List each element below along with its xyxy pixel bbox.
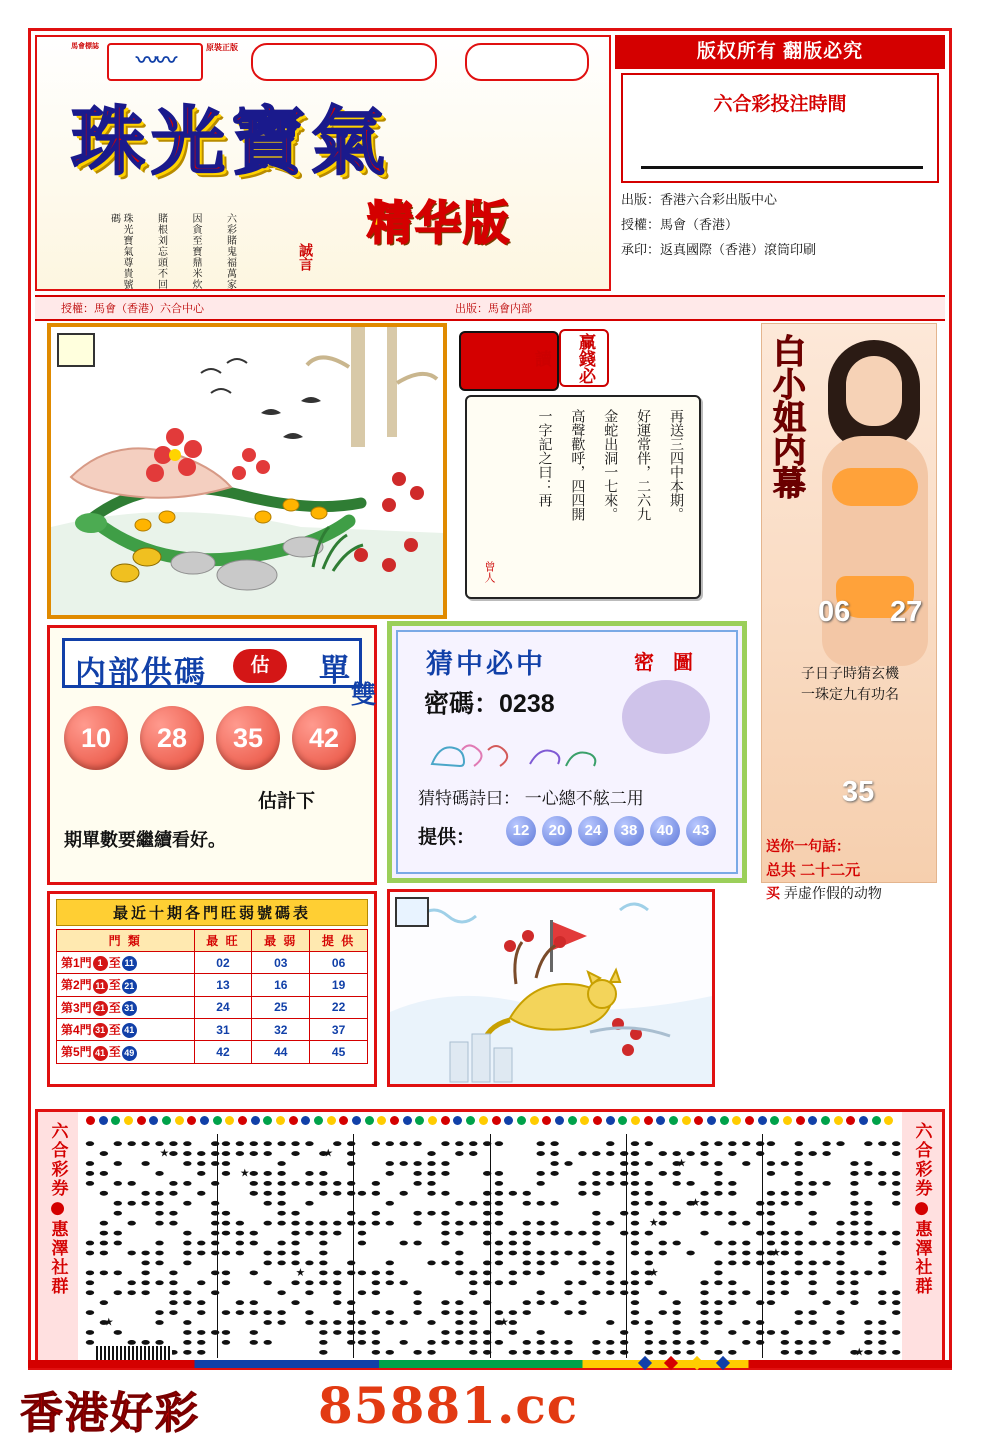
matrix-grid [82, 1116, 898, 1358]
matrix-color-dot [99, 1116, 108, 1125]
bet-time-title: 六合彩投注時間 [713, 94, 847, 115]
table-cell-hot: 31 [194, 1018, 252, 1040]
matrix-color-dot [682, 1116, 691, 1125]
poster-header [31, 31, 949, 315]
matrix-color-dot [745, 1116, 754, 1125]
svg-text:★: ★ [648, 1217, 659, 1230]
table-cell-provide: 22 [310, 996, 368, 1018]
range-start-ball: 21 [93, 1001, 108, 1016]
secret-picture-label: 密 圖 [634, 650, 699, 674]
snake-illustration-panel [47, 323, 447, 619]
poem-col-4: 好運常伴，二六九 [635, 409, 652, 521]
matrix-color-dot [175, 1116, 184, 1125]
table-row [57, 952, 368, 974]
poem-col-3: 金蛇出洞一七來。 [602, 409, 619, 521]
matrix-color-dot [796, 1116, 805, 1125]
secret-code-title: 猜中必中 [426, 649, 546, 680]
credit-line-1: 出版：香港六合彩出版中心 [621, 192, 778, 207]
poster-title-text: 珠光寶氣 [71, 99, 391, 185]
table-cell-cold: 32 [252, 1018, 310, 1040]
table-header-row [57, 930, 368, 952]
hot-cold-table-panel [47, 891, 377, 1087]
poster-subtitle: 精华版 [367, 196, 511, 250]
estimate-next-label: 估計下 [258, 791, 316, 812]
matrix-color-dot [694, 1116, 703, 1125]
even-label: 雙 [351, 680, 377, 709]
matrix-right-label-strip [902, 1112, 942, 1362]
matrix-columns [82, 1134, 898, 1358]
matrix-color-dot [149, 1116, 158, 1125]
svg-text:★: ★ [854, 1346, 865, 1359]
cat-illustration-panel [387, 889, 715, 1087]
table-cell-hot: 24 [194, 996, 252, 1018]
header-left-block [35, 35, 611, 291]
matrix-color-dot [618, 1116, 627, 1125]
matrix-color-dot [542, 1116, 551, 1125]
lady-bikini-top [832, 468, 918, 506]
poster-frame [28, 28, 952, 1370]
internal-ball: 28 [140, 706, 204, 770]
poem-scroll [465, 395, 701, 599]
table-cell-provide: 19 [310, 974, 368, 996]
table-row [57, 974, 368, 996]
matrix-color-dot [732, 1116, 741, 1125]
matrix-dot-group [82, 1134, 217, 1358]
table-cell-men [57, 996, 195, 1018]
table-header-cell: 門 類 [57, 930, 195, 952]
range-end-ball: 11 [122, 956, 137, 971]
poem-col-1: 一字記之曰：再 [536, 409, 553, 507]
matrix-column [218, 1134, 354, 1358]
matrix-color-dot [593, 1116, 602, 1125]
range-to-label: 至 [108, 1000, 121, 1015]
dot-matrix-panel [35, 1109, 945, 1365]
matrix-color-dot [263, 1116, 272, 1125]
matrix-color-dot [403, 1116, 412, 1125]
provide-number: 43 [686, 816, 716, 846]
matrix-color-dot [225, 1116, 234, 1125]
diamond-divider [640, 1356, 760, 1370]
secret-code-number: 0238 [499, 690, 555, 718]
lady-panel [761, 323, 937, 901]
header-right-block [615, 35, 945, 291]
matrix-color-dot [251, 1116, 260, 1125]
table-header-cell: 最 旺 [194, 930, 252, 952]
lady-verse [766, 664, 934, 706]
authorization-strip [35, 295, 945, 321]
svg-text:★: ★ [690, 1197, 701, 1210]
vertical-slogan-3: 因貪至寶鼎米炊 [190, 213, 201, 290]
matrix-color-dot [631, 1116, 640, 1125]
provide-number: 38 [614, 816, 644, 846]
matrix-color-dot [884, 1116, 893, 1125]
matrix-color-dot [289, 1116, 298, 1125]
matrix-dot-group [354, 1134, 489, 1358]
bet-time-divider [641, 166, 923, 169]
matrix-color-dot [137, 1116, 146, 1125]
matrix-color-dot [111, 1116, 120, 1125]
table-cell-cold: 25 [252, 996, 310, 1018]
matrix-color-dot [821, 1116, 830, 1125]
internal-ball: 35 [216, 706, 280, 770]
matrix-color-dot [555, 1116, 564, 1125]
matrix-dot-group [491, 1134, 626, 1358]
internal-ball: 42 [292, 706, 356, 770]
table-row [57, 1041, 368, 1063]
vertical-slogan-4: 六彩賭鬼福萬家 [224, 213, 236, 290]
svg-text:★: ★ [676, 1157, 687, 1170]
matrix-color-dot [606, 1116, 615, 1125]
poem-seal: 曾人 [483, 561, 495, 583]
footer-brand: 香港好彩 [20, 1389, 200, 1439]
men-label: 第2門 [61, 978, 92, 993]
rainbow-divider [28, 1360, 952, 1368]
provide-label: 提供： [418, 827, 476, 848]
footer-site: 85881.cc [318, 1376, 579, 1435]
matrix-color-dot [314, 1116, 323, 1125]
poem-columns [535, 409, 685, 521]
internal-note: 期單數要繼續看好。 [64, 830, 226, 850]
publisher-credits [621, 187, 941, 262]
matrix-color-dot [365, 1116, 374, 1125]
table-cell-men [57, 1018, 195, 1040]
table-title: 最近十期各門旺弱號碼表 [56, 899, 368, 926]
zodiac-animals-icons [422, 728, 612, 774]
internal-ball-row [64, 706, 364, 770]
jockey-club-badge: 馬會標誌 [71, 43, 99, 50]
matrix-column [491, 1134, 627, 1358]
range-end-ball: 49 [122, 1046, 137, 1061]
matrix-color-dot [707, 1116, 716, 1125]
page-footer [0, 1376, 984, 1439]
table-row [57, 1018, 368, 1040]
matrix-color-dot [213, 1116, 222, 1125]
odd-label: 單 [319, 653, 350, 689]
matrix-color-dot [453, 1116, 462, 1125]
secret-code-label: 密碼： [424, 690, 500, 718]
table-cell-men [57, 974, 195, 996]
matrix-color-dot [808, 1116, 817, 1125]
matrix-color-dot [466, 1116, 475, 1125]
matrix-color-dot [377, 1116, 386, 1125]
range-to-label: 至 [108, 978, 121, 993]
table-cell-cold: 03 [252, 952, 310, 974]
matrix-color-dot [834, 1116, 843, 1125]
provide-number: 24 [578, 816, 608, 846]
matrix-color-dot [327, 1116, 336, 1125]
poster-body [35, 319, 945, 1101]
lucky-number-b: 27 [890, 596, 923, 628]
matrix-color-dot-row [82, 1116, 898, 1130]
table-cell-provide: 45 [310, 1041, 368, 1063]
lady-verse-line-2: 一珠定九有功名 [801, 687, 899, 703]
matrix-dot-group [763, 1134, 898, 1358]
internal-ball: 10 [64, 706, 128, 770]
table-cell-provide: 06 [310, 952, 368, 974]
hot-cold-table [56, 929, 368, 1064]
table-cell-cold: 16 [252, 974, 310, 996]
internal-numbers-header [62, 638, 377, 709]
secret-poem-text: 一心總不舷二用 [524, 789, 644, 808]
matrix-color-dot [415, 1116, 424, 1125]
provide-number: 40 [650, 816, 680, 846]
matrix-color-dot [86, 1116, 95, 1125]
provide-number: 12 [506, 816, 536, 846]
matrix-color-dot [859, 1116, 868, 1125]
table-cell-men [57, 1041, 195, 1063]
table-cell-hot: 42 [194, 1041, 252, 1063]
matrix-color-dot [479, 1116, 488, 1125]
matrix-color-dot [339, 1116, 348, 1125]
matrix-color-dot [301, 1116, 310, 1125]
table-header-cell: 最 弱 [252, 930, 310, 952]
men-label: 第3門 [61, 1000, 92, 1015]
range-start-ball: 41 [93, 1046, 108, 1061]
svg-text:★: ★ [295, 1266, 306, 1279]
matrix-column [82, 1134, 218, 1358]
matrix-color-dot [124, 1116, 133, 1125]
range-end-ball: 31 [122, 1001, 137, 1016]
credit-line-2: 授權：馬會（香港） [621, 217, 739, 232]
header-blank-field-2 [465, 43, 589, 81]
matrix-column [763, 1134, 898, 1358]
matrix-color-dot [720, 1116, 729, 1125]
secret-poem-label: 猜特碼詩曰： [418, 789, 520, 808]
svg-text:★: ★ [240, 1167, 250, 1180]
secret-code-inner [396, 630, 738, 874]
range-start-ball: 1 [93, 956, 108, 971]
matrix-color-dot [656, 1116, 665, 1125]
matrix-dot-group [218, 1134, 353, 1358]
provide-number-row [506, 816, 716, 846]
internal-numbers-panel [47, 625, 377, 885]
men-label: 第5門 [61, 1045, 92, 1060]
lady-panel-title: 白小姐内幕 [767, 334, 807, 499]
table-cell-provide: 37 [310, 1018, 368, 1040]
lady-verse-line-1: 子日子時猜玄機 [801, 666, 899, 682]
secret-sketch-icon [622, 680, 710, 754]
matrix-color-dot [783, 1116, 792, 1125]
table-cell-men [57, 952, 195, 974]
matrix-color-dot [276, 1116, 285, 1125]
table-cell-cold: 44 [252, 1041, 310, 1063]
matrix-color-dot [200, 1116, 209, 1125]
poem-col-2: 高聲歡呼，四四開 [569, 409, 586, 521]
matrix-column [354, 1134, 490, 1358]
table-header-cell: 提 供 [310, 930, 368, 952]
brand-logo-icon: 〰〰 [107, 43, 203, 81]
matrix-column [627, 1134, 763, 1358]
matrix-color-dot [352, 1116, 361, 1125]
secret-poem [418, 784, 644, 809]
buy-target: 弄虚作假的动物 [783, 885, 882, 901]
matrix-dot-group [627, 1134, 762, 1358]
poster-title [71, 83, 591, 203]
poem-col-5: 再送三四中本期。 [668, 409, 684, 521]
men-label: 第1門 [61, 956, 92, 970]
matrix-color-dot [644, 1116, 653, 1125]
cat-illustration-image [390, 892, 712, 1084]
internal-numbers-title: 内部供碼 [75, 655, 207, 691]
vertical-slogan-1: 珠光寶氣尊貴號碼 [108, 213, 132, 290]
table-row [57, 996, 368, 1018]
range-start-ball: 31 [93, 1023, 108, 1038]
matrix-color-dot [390, 1116, 399, 1125]
svg-text:★: ★ [323, 1147, 334, 1160]
matrix-color-dot [846, 1116, 855, 1125]
range-end-ball: 41 [122, 1023, 137, 1038]
svg-text:★: ★ [159, 1147, 170, 1160]
original-edition-badge: 原裝正版 [206, 43, 238, 52]
range-to-label: 至 [108, 1045, 121, 1060]
copyright-banner: 版权所有 翻版必究 [615, 35, 945, 69]
matrix-color-dot [187, 1116, 196, 1125]
cat-illustration-stamp-icon [395, 897, 429, 927]
matrix-color-dot [770, 1116, 779, 1125]
matrix-left-label-strip [38, 1112, 78, 1362]
matrix-color-dot [428, 1116, 437, 1125]
range-end-ball: 21 [122, 979, 137, 994]
authorization-right: 出版：馬會内部 [455, 303, 532, 315]
matrix-color-dot [162, 1116, 171, 1125]
matrix-color-dot [238, 1116, 247, 1125]
matrix-left-label: 六合彩券●惠澤社群 [47, 1122, 68, 1296]
bet-time-box [621, 73, 939, 183]
win-money-label: 赢錢必讀 [559, 329, 609, 387]
table-cell-hot: 13 [194, 974, 252, 996]
chengyan-label: 誠言 [298, 243, 314, 271]
svg-text:★: ★ [648, 1266, 659, 1279]
lady-face [846, 356, 902, 426]
table-cell-hot: 02 [194, 952, 252, 974]
illustration-stamp-icon [57, 333, 95, 367]
svg-text:★: ★ [770, 1246, 781, 1259]
provide-number: 20 [542, 816, 572, 846]
matrix-color-dot [872, 1116, 881, 1125]
lucky-number-c: 35 [842, 776, 875, 808]
matrix-color-dot [568, 1116, 577, 1125]
vertical-slogan-2: 賭根刘忘頭不回 [155, 213, 167, 290]
matrix-color-dot [758, 1116, 767, 1125]
men-label: 第4門 [61, 1022, 92, 1037]
lucky-number-a: 06 [818, 596, 851, 628]
authorization-left: 授權：馬會（香港）六合中心 [61, 303, 204, 315]
matrix-color-dot [580, 1116, 589, 1125]
lady-message-3 [766, 883, 938, 903]
buy-label: 买 [766, 885, 780, 901]
range-to-label: 至 [108, 956, 121, 970]
matrix-color-dot [669, 1116, 678, 1125]
estimate-badge: 估 [233, 649, 287, 683]
matrix-right-label: 六合彩券●惠澤社群 [911, 1122, 932, 1296]
matrix-color-dot [441, 1116, 450, 1125]
matrix-color-dot [517, 1116, 526, 1125]
lady-message-1: 送你一句話： [766, 838, 850, 854]
matrix-color-dot [530, 1116, 539, 1125]
poem-scroll-panel [459, 323, 759, 619]
secret-code-value [424, 684, 555, 720]
svg-text:★: ★ [498, 1316, 509, 1329]
matrix-color-dot [504, 1116, 513, 1125]
header-blank-field-1 [251, 43, 437, 81]
snake-illustration-image [51, 327, 443, 615]
matrix-color-dot [492, 1116, 501, 1125]
secret-code-panel [387, 621, 747, 883]
lady-message-2: 总共 二十二元 [766, 862, 861, 879]
credit-line-3: 承印：返真國際（香港）滾筒印刷 [621, 242, 817, 257]
vertical-slogans [107, 213, 397, 293]
lady-message-box [766, 834, 938, 906]
range-to-label: 至 [108, 1022, 121, 1037]
range-start-ball: 11 [93, 979, 108, 994]
svg-text:★: ★ [103, 1316, 114, 1329]
